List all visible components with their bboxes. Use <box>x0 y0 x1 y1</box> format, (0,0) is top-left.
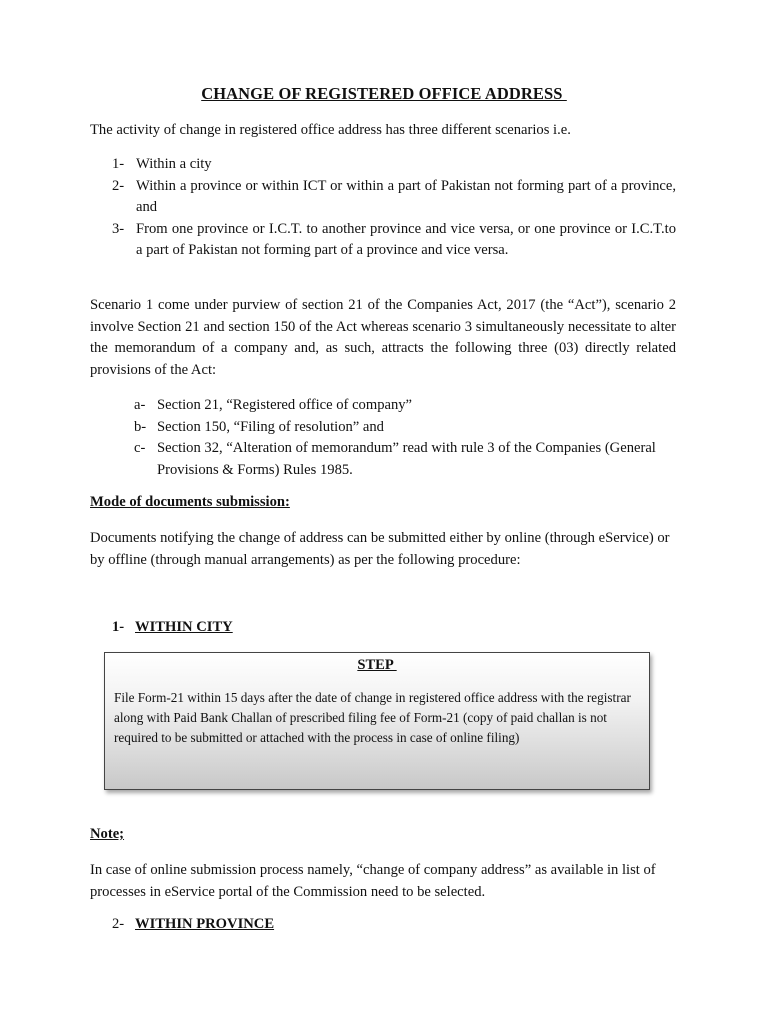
list-item-text: Section 150, “Filing of resolution” and <box>157 418 384 435</box>
list-item <box>134 417 676 439</box>
list-item-text: From one province or I.C.T. to another province and vice versa, or one province or I.C.T.to a part of Pakistan not forming part of a province and vice versa. <box>136 220 676 258</box>
page-title: CHANGE OF REGISTERED OFFICE ADDRESS <box>201 84 567 103</box>
note-heading: Note; <box>90 826 125 842</box>
list-item-text: Section 21, “Registered office of company” <box>157 397 413 413</box>
scenario-list <box>112 154 676 262</box>
list-item <box>112 154 676 176</box>
mode-heading: Mode of documents submission: <box>90 494 290 510</box>
list-item-text: Section 32, “Alteration of memorandum” read with rule 3 of the Companies (General Provisions & Forms) Rules 1985. <box>157 440 656 478</box>
provisions-list <box>134 395 676 481</box>
step-title: STEP <box>357 657 397 673</box>
list-marker: 1- <box>112 156 125 172</box>
list-item <box>134 438 676 481</box>
list-item <box>112 176 676 219</box>
purview-paragraph: Scenario 1 come under purview of section 21 of the Companies Act, 2017 (the “Act”), scenario 2 involve Section 21 and section 150 of the Act whereas scenario 3 simultaneously necessitate to alter the memorandum of a company and, as such, attracts the following three (03) directly related provisions of the Act: <box>90 297 676 378</box>
list-item <box>134 395 676 417</box>
section-label: WITHIN PROVINCE <box>135 916 275 932</box>
step-text: File Form-21 within 15 days after the date of change in registered office address with the registrar along with Paid Bank Challan of prescribed filing fee of Form-21 (copy of paid challan is not required to be submitted or attached with the process in case of online filing) <box>114 690 631 745</box>
note-paragraph: In case of online submission process namely, “change of company address” as available in list of processes in eService portal of the Commission need to be selected. <box>90 862 656 900</box>
list-marker: c- <box>134 440 146 456</box>
intro-paragraph: The activity of change in registered office address has three different scenarios i.e. <box>90 122 571 138</box>
list-item-text: Within a province or within ICT or within a part of Pakistan not forming part of a province, and <box>136 177 676 215</box>
step-box <box>104 652 650 790</box>
section-label: WITHIN CITY <box>135 619 233 635</box>
list-marker: 2- <box>112 177 125 194</box>
section-number: 2- <box>112 916 125 932</box>
list-marker: b- <box>134 418 147 435</box>
list-marker: 3- <box>112 220 125 237</box>
section-number: 1- <box>112 619 125 635</box>
mode-paragraph: Documents notifying the change of address can be submitted either by online (through eService) or by offline (through manual arrangements) as per the following procedure: <box>90 530 670 568</box>
section-heading-within-province <box>112 916 274 933</box>
list-marker: a- <box>134 397 146 413</box>
list-item <box>112 219 676 262</box>
list-item-text: Within a city <box>136 156 212 172</box>
section-heading-within-city <box>112 619 233 636</box>
